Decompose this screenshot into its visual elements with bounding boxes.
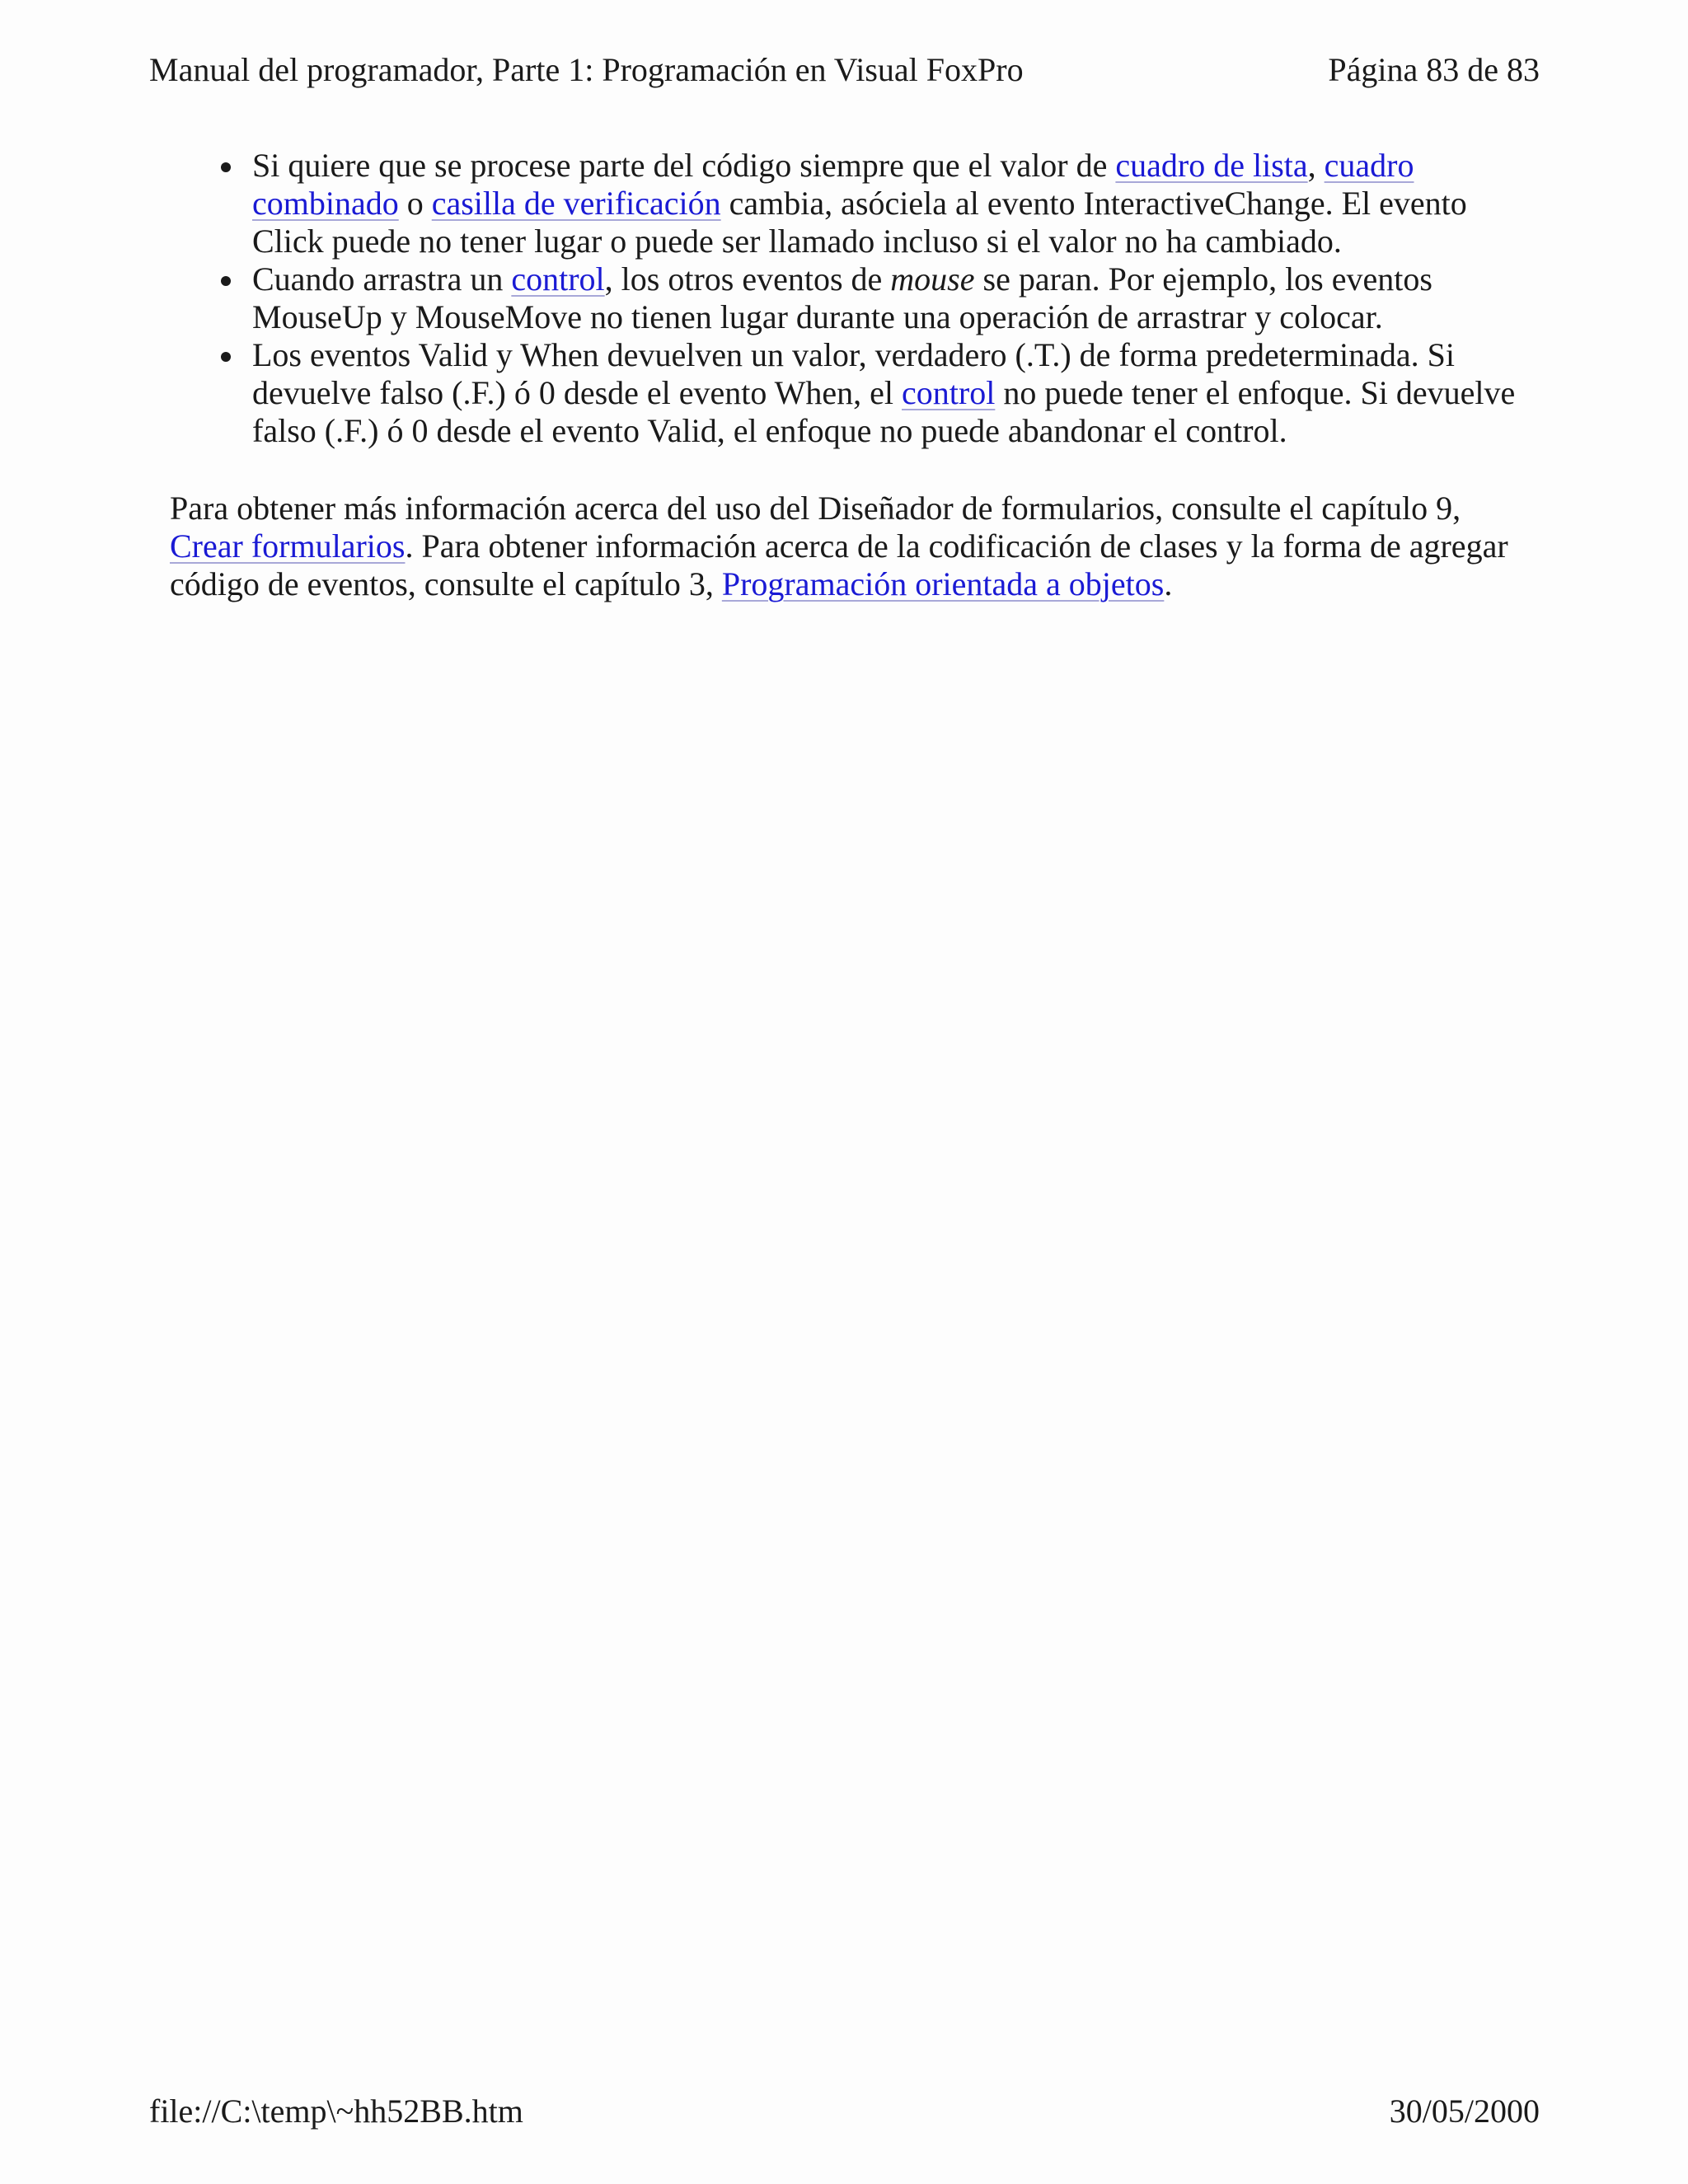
link-control[interactable]: control	[511, 260, 605, 298]
bullet-text: o	[398, 185, 432, 222]
link-cuadro-de-lista[interactable]: cuadro de lista	[1115, 147, 1308, 184]
emphasis-mouse: mouse	[890, 260, 975, 298]
bullet-icon	[221, 352, 231, 362]
list-item	[252, 260, 1522, 336]
bullet-text: se paran. Por ejemplo, los eventos MouseUp y MouseMove no tienen lugar durante una operación de arrastrar y colocar.	[252, 260, 1432, 335]
page-footer	[149, 2089, 1540, 2134]
link-crear-formularios[interactable]: Crear formularios	[170, 527, 406, 565]
bullet-text: no puede tener el enfoque. Si devuelve falso (.F.) ó 0 desde el evento Valid, el enfoque no puede abandonar el control.	[252, 374, 1516, 449]
document-title: Manual del programador, Parte 1: Programación en Visual FoxPro	[149, 51, 1024, 88]
bullet-text: , los otros eventos de	[604, 260, 891, 298]
bullet-icon	[221, 276, 231, 286]
bullet-list	[170, 147, 1522, 450]
bullet-text: Cuando arrastra un	[252, 260, 512, 298]
bullet-text: ,	[1307, 147, 1325, 184]
list-item	[252, 147, 1522, 260]
paragraph-text: .	[1164, 565, 1173, 602]
link-control[interactable]: control	[902, 374, 996, 411]
list-item	[252, 336, 1522, 450]
bullet-icon	[221, 162, 231, 172]
print-date: 30/05/2000	[1389, 2093, 1540, 2130]
paragraph-text: . Para obtener información acerca de la codificación de clases y la forma de agregar código de eventos, consulte el capítulo 3,	[170, 527, 1508, 602]
main-content	[170, 147, 1522, 603]
page-number: Página 83 de 83	[1328, 51, 1540, 88]
bullet-text: Los eventos Valid y When devuelven un valor, verdadero (.T.) de forma predeterminada. Si devuelve falso (.F.) ó 0 desde el evento When, el	[252, 336, 1456, 411]
page-header	[149, 48, 1540, 92]
link-cuadro-combinado[interactable]: cuadro combinado	[252, 147, 1414, 222]
paragraph-text: Para obtener más información acerca del uso del Diseñador de formularios, consulte el capítulo 9,	[170, 490, 1461, 527]
info-paragraph	[170, 490, 1522, 603]
file-path: file://C:\temp\~hh52BB.htm	[149, 2093, 523, 2130]
link-casilla-de-verificacion[interactable]: casilla de verificación	[431, 185, 721, 222]
link-programacion-orientada-a-objetos[interactable]: Programación orientada a objetos	[721, 565, 1165, 602]
bullet-text: cambia, asóciela al evento InteractiveChange. El evento Click puede no tener lugar o puede ser llamado incluso si el valor no ha cambiado.	[252, 185, 1467, 260]
bullet-text: Si quiere que se procese parte del código siempre que el valor de	[252, 147, 1116, 184]
